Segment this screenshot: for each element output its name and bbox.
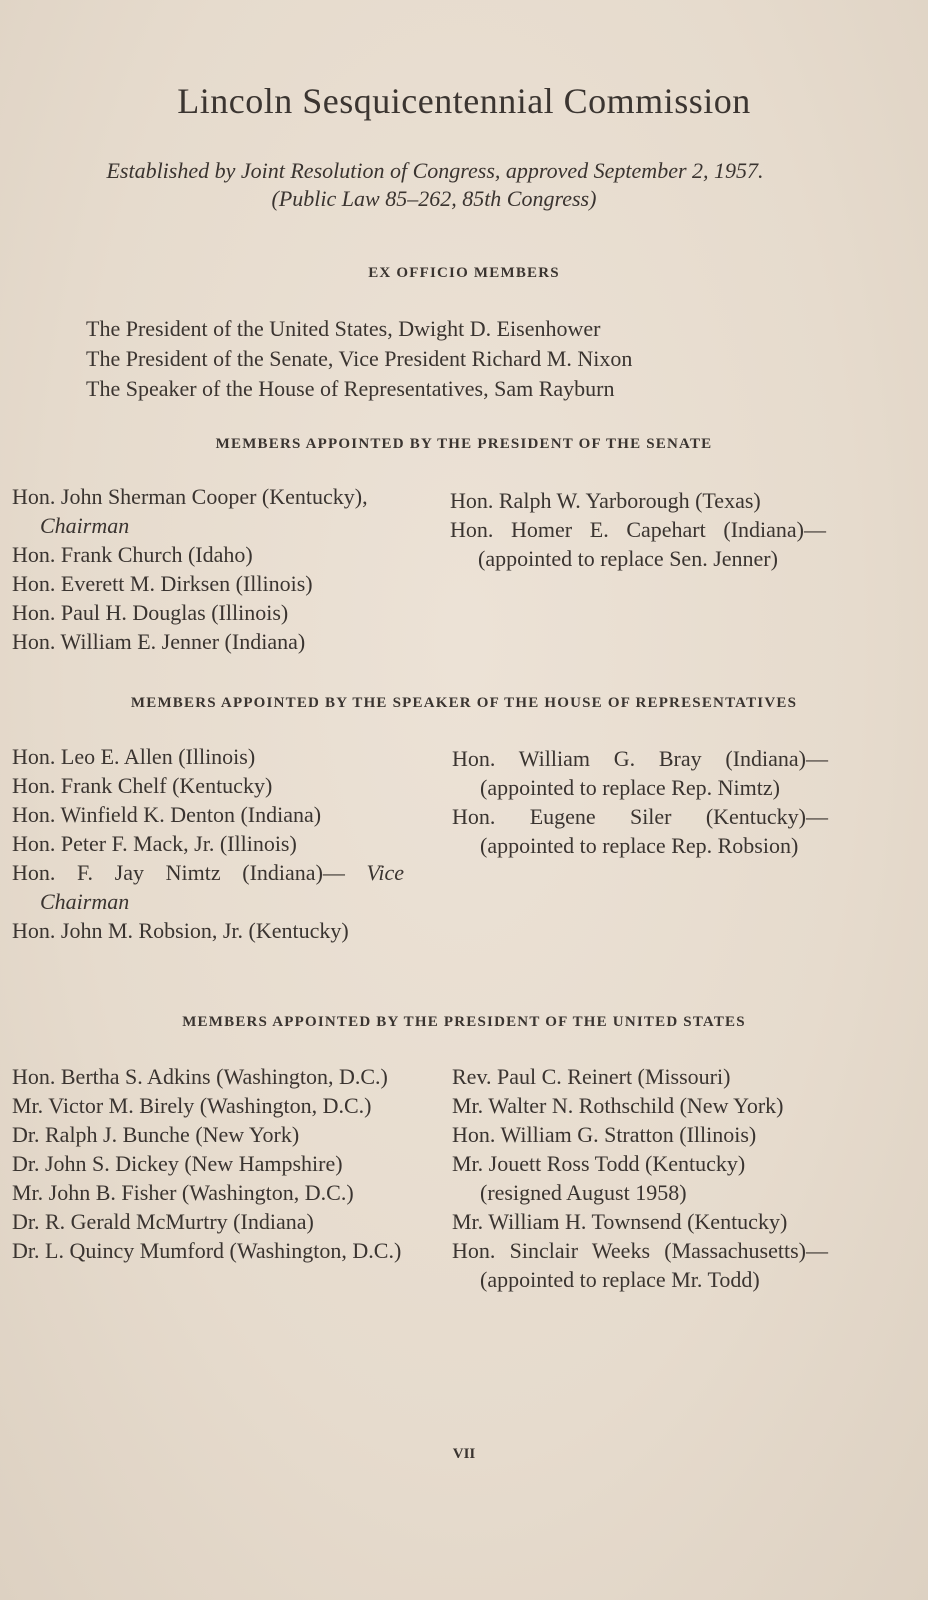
member-entry: Hon. Eugene Siler (Kentucky)—(appointed to replace Rep. Robsion) (452, 804, 828, 858)
member-entry: Rev. Paul C. Reinert (Missouri) (452, 1064, 731, 1089)
ex-officio-member: The President of the United States, Dwight D. Eisenhower (86, 316, 601, 341)
member-entry: Hon. Sinclair Weeks (Massachusetts)—(appointed to replace Mr. Todd) (452, 1238, 828, 1292)
president-heading: MEMBERS APPOINTED BY THE PRESIDENT OF THE UNITED STATES (182, 1014, 746, 1030)
house-left-column (12, 742, 404, 945)
president-left-column (12, 1062, 406, 1265)
page-number: VII (452, 1446, 476, 1462)
ex-officio-member: The President of the Senate, Vice President Richard M. Nixon (86, 346, 633, 371)
senate-right-column (450, 486, 826, 573)
member-entry: Hon. Everett M. Dirksen (Illinois) (12, 571, 313, 596)
member-entry: Mr. Jouett Ross Todd (Kentucky) (resigned August 1958) (452, 1151, 746, 1205)
house-right-column (452, 744, 828, 860)
member-entry: Hon. William E. Jenner (Indiana) (12, 629, 306, 654)
member-entry: Mr. John B. Fisher (Washington, D.C.) (12, 1180, 354, 1205)
member-entry: Hon. William G. Bray (Indiana)—(appointed to replace Rep. Nimtz) (452, 746, 828, 800)
member-entry: Mr. William H. Townsend (Kentucky) (452, 1209, 788, 1234)
member-entry: Dr. L. Quincy Mumford (Washington, D.C.) (12, 1238, 402, 1263)
member-entry: Hon. F. Jay Nimtz (Indiana)— Vice Chairman (12, 860, 404, 914)
member-entry: Hon. John Sherman Cooper (Kentucky), Chairman (12, 484, 368, 538)
member-entry: Mr. Victor M. Birely (Washington, D.C.) (12, 1093, 372, 1118)
member-entry: Hon. Winfield K. Denton (Indiana) (12, 802, 322, 827)
member-entry: Hon. Frank Church (Idaho) (12, 542, 253, 567)
public-law-line: (Public Law 85–262, 85th Congress) (271, 186, 597, 211)
house-heading: MEMBERS APPOINTED BY THE SPEAKER OF THE HOUSE OF REPRESENTATIVES (130, 695, 798, 711)
page-title: Lincoln Sesquicentennial Commission (177, 81, 751, 121)
member-entry: Hon. Leo E. Allen (Illinois) (12, 744, 256, 769)
member-entry: Hon. Ralph W. Yarborough (Texas) (450, 488, 761, 513)
member-entry: Dr. John S. Dickey (New Hampshire) (12, 1151, 343, 1176)
member-entry: Mr. Walter N. Rothschild (New York) (452, 1093, 784, 1118)
member-entry: Hon. Frank Chelf (Kentucky) (12, 773, 273, 798)
member-entry: Hon. Homer E. Capehart (Indiana)—(appointed to replace Sen. Jenner) (450, 517, 826, 571)
member-entry: Hon. Paul H. Douglas (Illinois) (12, 600, 289, 625)
member-entry: Hon. Peter F. Mack, Jr. (Illinois) (12, 831, 297, 856)
senate-left-column (12, 482, 412, 656)
member-entry: Dr. R. Gerald McMurtry (Indiana) (12, 1209, 314, 1234)
senate-heading: MEMBERS APPOINTED BY THE PRESIDENT OF THE SENATE (215, 436, 713, 452)
member-entry: Hon. John M. Robsion, Jr. (Kentucky) (12, 918, 349, 943)
ex-officio-list (86, 314, 632, 404)
ex-officio-heading: EX OFFICIO MEMBERS (368, 265, 560, 281)
established-line: Established by Joint Resolution of Congress, approved September 2, 1957. (106, 158, 764, 183)
member-entry: Hon. William G. Stratton (Illinois) (452, 1122, 757, 1147)
member-entry: Dr. Ralph J. Bunche (New York) (12, 1122, 300, 1147)
president-right-column (452, 1062, 828, 1294)
ex-officio-member: The Speaker of the House of Representatives, Sam Rayburn (86, 376, 615, 401)
member-entry: Hon. Bertha S. Adkins (Washington, D.C.) (12, 1064, 388, 1089)
